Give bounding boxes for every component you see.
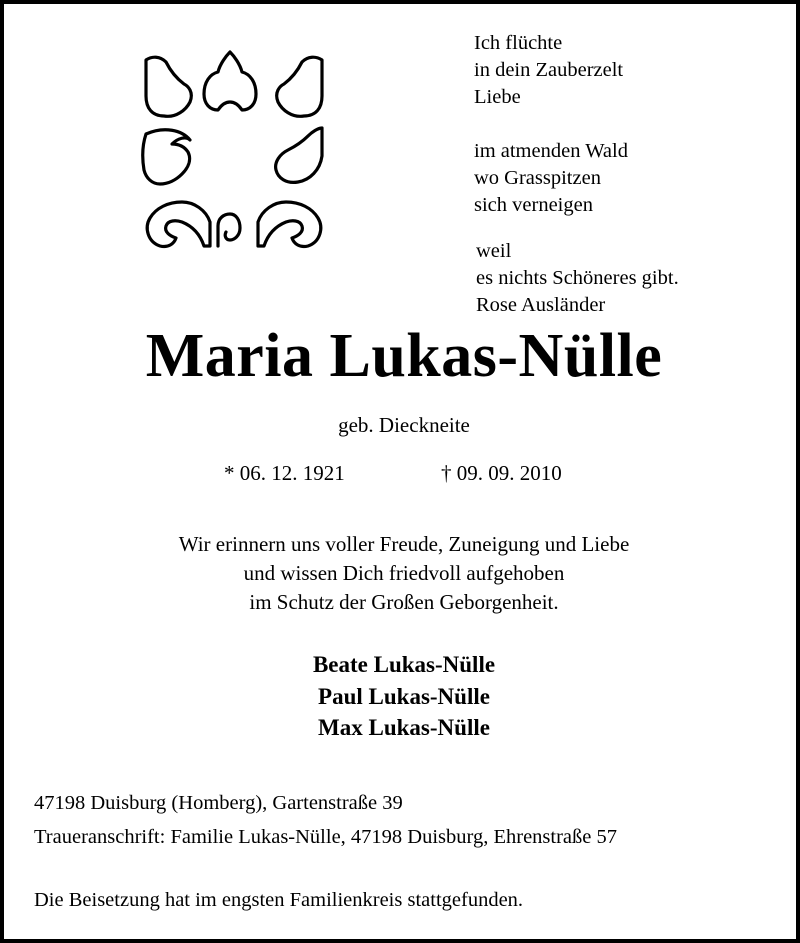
poem-line: wo Grasspitzen: [474, 167, 601, 189]
message-line: und wissen Dich friedvoll aufgehoben: [243, 561, 565, 585]
poem-line: sich verneigen: [474, 194, 593, 216]
poem-author: Rose Ausländer: [476, 294, 606, 316]
poem-line: Liebe: [474, 86, 521, 108]
birth-date: * 06. 12. 1921: [224, 461, 345, 485]
mourner-name: Max Lukas-Nülle: [318, 715, 490, 740]
memorial-message: [4, 530, 800, 617]
poem-stanza-1: [474, 30, 623, 111]
poem-stanza-2: [474, 138, 628, 219]
poem-line: weil: [476, 240, 512, 262]
poem-line: es nichts Schöneres gibt.: [476, 267, 679, 289]
poem-line: in dein Zauberzelt: [474, 59, 624, 81]
family-address: 47198 Duisburg (Homberg), Gartenstraße 39: [34, 792, 403, 814]
mourners-list: [4, 649, 800, 744]
mourner-name: Paul Lukas-Nülle: [318, 683, 490, 709]
burial-note: Die Beisetzung hat im engsten Familienkreis stattgefunden.: [34, 889, 524, 911]
deceased-name: Maria Lukas-Nülle: [145, 322, 663, 390]
leaf-ornament-icon: [134, 46, 334, 252]
birth-name: geb. Dieckneite: [338, 413, 470, 437]
message-line: Wir erinnern uns voller Freude, Zuneigung und Liebe: [178, 532, 630, 556]
message-line: im Schutz der Großen Geborgenheit.: [249, 590, 559, 614]
death-date: † 09. 09. 2010: [441, 461, 562, 485]
poem-stanza-3: [476, 238, 679, 319]
mourning-address: Traueranschrift: Familie Lukas-Nülle, 47198 Duisburg, Ehrenstraße 57: [34, 826, 617, 848]
poem-line: im atmenden Wald: [474, 140, 628, 162]
mourner-name: Beate Lukas-Nülle: [312, 652, 496, 677]
poem-line: Ich flüchte: [474, 32, 563, 54]
